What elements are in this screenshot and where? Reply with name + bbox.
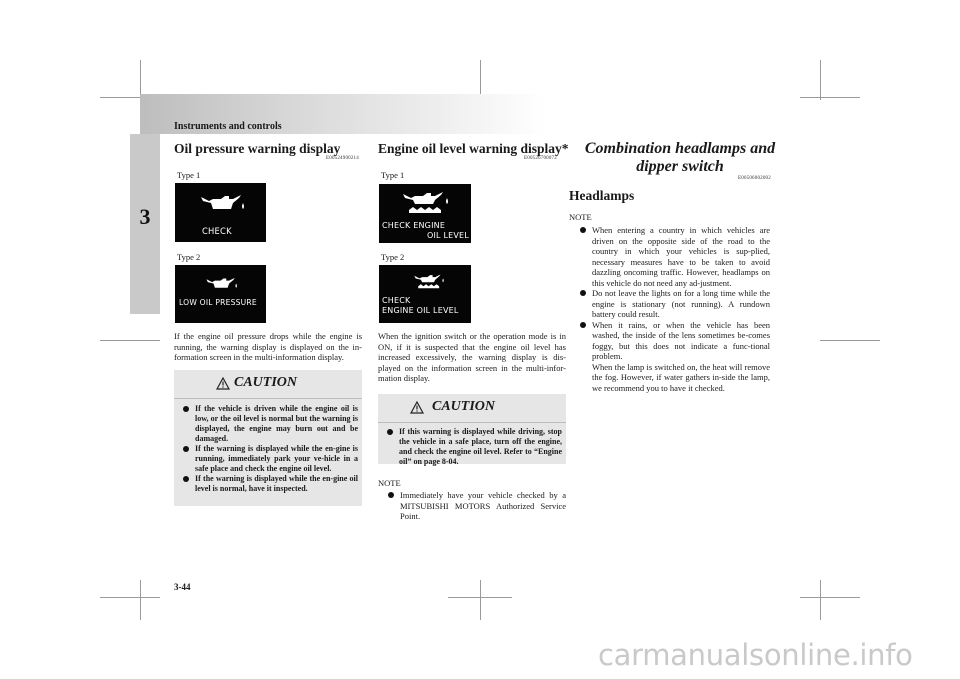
oil-level-icon: [401, 188, 453, 216]
low-oil-pressure-text: LOW OIL PRESSURE: [179, 298, 257, 307]
caution-list: [183, 404, 358, 494]
caution-box-oil-level: [378, 394, 566, 464]
engine-oil-level-text: ENGINE OIL LEVEL: [382, 306, 459, 315]
warning-triangle-icon: [216, 377, 230, 390]
warning-triangle-icon: [410, 401, 424, 414]
chapter-tab: [130, 134, 160, 314]
oil-can-icon: [199, 191, 247, 215]
caution-item: If the warning is displayed while the en-gine oil level is normal, have it inspected.: [183, 474, 358, 494]
caution-title: CAUTION: [432, 399, 496, 414]
headlamps-section-title: [580, 140, 780, 176]
note-list: [386, 490, 566, 522]
caution-box-oil-pressure: [174, 370, 362, 506]
headlamps-code: E00506002002: [738, 176, 771, 181]
caution-header: [378, 394, 566, 423]
oil-level-title: Engine oil level warning display*: [378, 141, 569, 156]
note-label: NOTE: [378, 478, 401, 488]
caution-title: CAUTION: [234, 375, 298, 390]
type1-label: Type 1: [381, 170, 405, 180]
caution-list: [387, 427, 562, 467]
type2-label: Type 2: [381, 252, 405, 262]
caution-item: If the vehicle is driven while the engine oil is low, or the oil level is normal but the warning is displayed, the engine may burn out and be damaged.: [183, 404, 358, 444]
note-item: Immediately have your vehicle checked by a MITSUBISHI MOTORS Authorized Service Point.: [386, 490, 566, 522]
page-number: 3-44: [174, 582, 191, 592]
note-label: NOTE: [569, 212, 592, 222]
note-item: When entering a country in which vehicles are driven on the opposite side of the road to the country in which your vehicles is sup-plied, necessary measures have to be taken to avoid dazzling oncoming traffic. However, headlamps on this vehicle do not need any ad-justment.: [578, 225, 770, 288]
oil-pressure-display-type1: [175, 183, 266, 242]
section-header: Instruments and controls: [174, 121, 282, 132]
note-list: [578, 225, 770, 393]
oil-pressure-display-type2: [175, 265, 266, 323]
oil-level-display-type2: [379, 265, 471, 323]
oil-level-display-type1: [379, 184, 471, 243]
watermark: carmanualsonline.info: [598, 638, 913, 672]
check-text: CHECK: [202, 226, 232, 236]
oil-pressure-title: Oil pressure warning display: [174, 141, 341, 156]
check-text: CHECK: [382, 296, 411, 305]
type1-label: Type 1: [177, 170, 201, 180]
title-line-1: Combination headlamps and: [584, 140, 776, 157]
chapter-number: 3: [139, 204, 151, 229]
caution-item: If this warning is displayed while driving, stop the vehicle in a safe place, turn off the engine, and check the engine oil level. Refer to “Engine oil” on page 8-04.: [387, 427, 562, 467]
oil-pressure-body: If the engine oil pressure drops while the engine is running, the warning display is displayed on the in-formation screen in the multi-information display.: [174, 331, 362, 362]
type2-label: Type 2: [177, 252, 201, 262]
oil-level-text: OIL LEVEL: [427, 231, 469, 240]
oil-level-icon: [413, 271, 447, 291]
oil-level-body: When the ignition switch or the operation mode is in ON, if it is suspected that the engine oil level has increased excessively, the warning display is dis-played on the information screen in the multi-infor-mation display.: [378, 331, 566, 383]
oil-can-icon: [205, 275, 239, 292]
oil-level-code: E00526700072: [524, 156, 557, 161]
note-item: Do not leave the lights on for a long time while the engine is stationary (not running). A rundown battery could result.: [578, 288, 770, 320]
check-engine-text: CHECK ENGINE: [382, 221, 446, 230]
oil-pressure-code: E00524900214: [326, 156, 359, 161]
note-item: When it rains, or when the vehicle has been washed, the inside of the lens sometimes be-comes foggy, but this does not indicate a func-tional problem. When the lamp is switched on, the heat will remove the fog. However, if water gathers in-side the lamp, we recommend you to have it checked.: [578, 320, 770, 394]
headlamps-subtitle: Headlamps: [569, 188, 635, 203]
caution-header: [174, 370, 362, 399]
caution-item: If the warning is displayed while the en-gine is running, immediately park your ve-hicle in a safe place and check the engine oil level.: [183, 444, 358, 474]
title-line-2: dipper switch: [636, 158, 724, 175]
